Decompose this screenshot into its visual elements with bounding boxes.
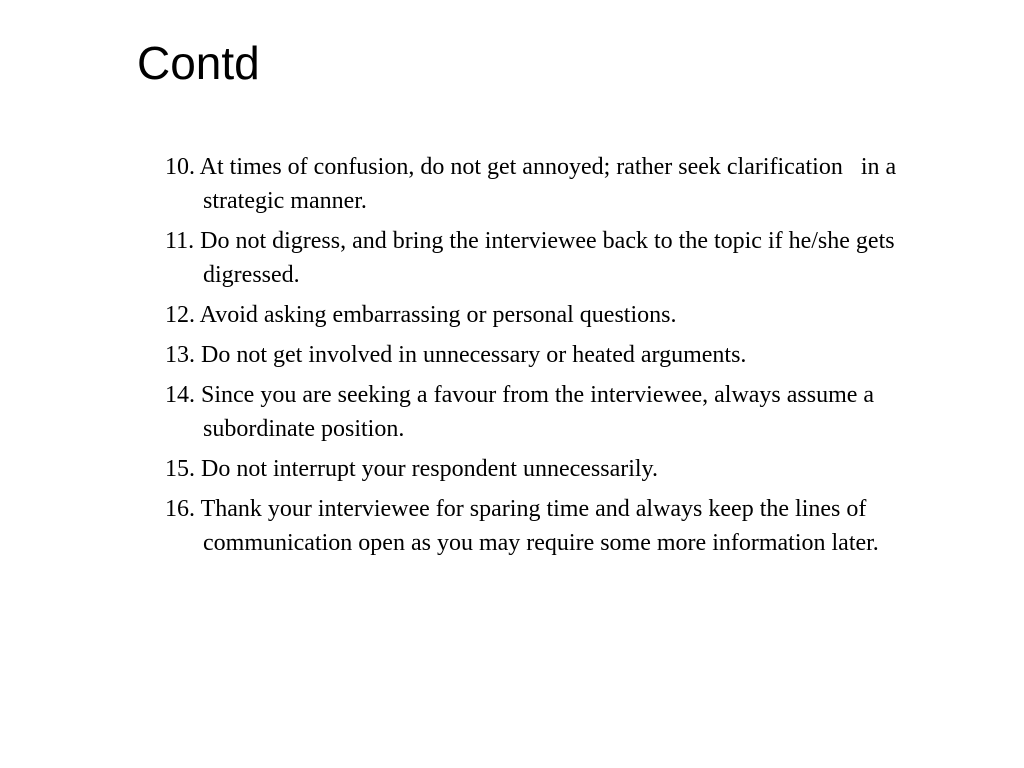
list-item: 11. Do not digress, and bring the interviewee back to the topic if he/she gets digressed.	[165, 228, 901, 288]
list-item: 16. Thank your interviewee for sparing time and always keep the lines of communication open as you may require some more information later.	[165, 496, 879, 556]
guideline-list	[165, 150, 925, 566]
slide-title: Contd	[137, 37, 260, 89]
list-item: 13. Do not get involved in unnecessary or heated arguments.	[165, 342, 747, 368]
list-item: 14. Since you are seeking a favour from the interviewee, always assume a subordinate position.	[165, 382, 881, 442]
list-item: 15. Do not interrupt your respondent unnecessarily.	[165, 456, 658, 482]
list-item: 10. At times of confusion, do not get annoyed; rather seek clarification in a strategic manner.	[165, 154, 903, 214]
list-item: 12. Avoid asking embarrassing or personal questions.	[165, 302, 677, 328]
